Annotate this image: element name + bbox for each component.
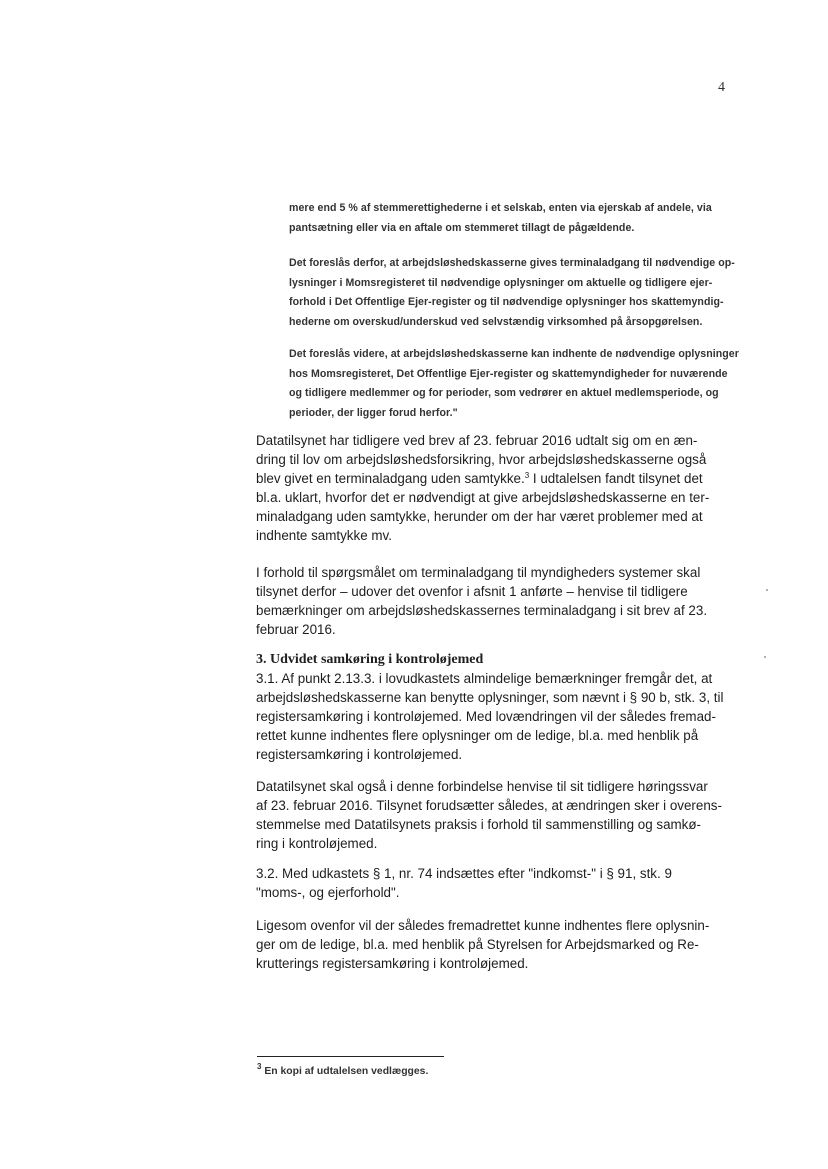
body-paragraph-4 <box>256 777 756 853</box>
body-line: arbejdsløshedskasserne kan benytte oplysninger, som nævnt i § 90 b, stk. 3, til <box>256 690 724 705</box>
quote-paragraph-1 <box>289 199 751 238</box>
body-line: registersamkøring i kontroløjemed. <box>256 747 463 762</box>
body-paragraph-2 <box>256 563 756 639</box>
body-line: ring i kontroløjemed. <box>256 836 378 851</box>
quote-line: hos Momsregisteret, Det Offentlige Ejer-register og skattemyndigheder for nuværende <box>289 367 728 380</box>
quote-line: Det foreslås videre, at arbejdsløshedskasserne kan indhente de nødvendige oplysninger <box>289 348 739 360</box>
scan-speck <box>764 656 766 658</box>
page-number: 4 <box>718 80 725 95</box>
body-line-text: I udtalelsen fandt tilsynet det <box>529 471 703 486</box>
body-line: bl.a. uklart, hvorfor det er nødvendigt at give arbejdsløshedskasserne en ter- <box>256 490 710 505</box>
body-line: dring til lov om arbejdsløshedsforsikring, hvor arbejdsløshedskasserne også <box>256 452 707 467</box>
section-heading: 3. Udvidet samkøring i kontroløjemed <box>256 652 484 667</box>
body-line: stemmelse med Datatilsynets praksis i forhold til sammenstilling og samkø- <box>256 817 702 832</box>
quote-paragraph-2 <box>289 254 751 332</box>
body-line: februar 2016. <box>256 622 336 637</box>
body-line: bemærkninger om arbejdsløshedskassernes terminaladgang i sit brev af 23. <box>256 603 708 618</box>
body-paragraph-5 <box>256 864 756 902</box>
body-line: registersamkøring i kontroløjemed. Med lovændringen vil der således fremad- <box>256 709 716 724</box>
body-paragraph-6 <box>256 916 756 973</box>
body-line: krutterings registersamkøring i kontroløjemed. <box>256 956 529 971</box>
quote-line: mere end 5 % af stemmerettighederne i et selskab, enten via ejerskab af andele, via <box>289 202 712 214</box>
body-line: "moms-, og ejerforhold". <box>256 885 400 900</box>
body-line: ger om de ledige, bl.a. med henblik på Styrelsen for Arbejdsmarked og Re- <box>256 937 699 952</box>
body-line: I forhold til spørgsmålet om terminaladgang til myndigheders systemer skal <box>256 565 701 580</box>
body-line: tilsynet derfor – udover det ovenfor i afsnit 1 anførte – henvise til tidligere <box>256 584 688 599</box>
quote-line: pantsætning eller via en aftale om stemmeret tillagt de pågældende. <box>289 221 635 234</box>
scan-speck <box>766 589 768 591</box>
body-line: minaladgang uden samtykke, herunder om der har været problemer med at <box>256 509 703 524</box>
quote-paragraph-3 <box>289 345 751 423</box>
quote-line: forhold i Det Offentlige Ejer-register og til nødvendige oplysninger hos skattemyndig- <box>289 296 724 308</box>
footnote-reference[interactable]: 3 <box>524 471 530 480</box>
quote-line: lysninger i Momsregisteret til nødvendige oplysninger om aktuelle og tidligere ejer- <box>289 276 713 289</box>
body-line: Datatilsynet skal også i denne forbindelse henvise til sit tidligere høringssvar <box>256 779 708 794</box>
quote-line: Det foreslås derfor, at arbejdsløshedskasserne gives terminaladgang til nødvendige op- <box>289 257 735 269</box>
quote-line: perioder, der ligger forud herfor." <box>289 406 458 419</box>
body-line: af 23. februar 2016. Tilsynet forudsætter således, at ændringen sker i overens- <box>256 798 722 813</box>
footnote-number: 3 <box>257 1062 262 1071</box>
body-paragraph-1 <box>256 431 756 545</box>
footnote-divider <box>257 1056 444 1057</box>
footnote-text: En kopi af udtalelsen vedlægges. <box>264 1066 429 1077</box>
body-line: rettet kunne indhentes flere oplysninger om de ledige, bl.a. med henblik på <box>256 728 699 743</box>
body-line: indhente samtykke mv. <box>256 528 392 543</box>
footnote <box>257 1062 429 1077</box>
body-line: Datatilsynet har tidligere ved brev af 23. februar 2016 udtalt sig om en æn- <box>256 433 698 448</box>
body-line: 3.2. Med udkastets § 1, nr. 74 indsættes efter "indkomst-" i § 91, stk. 9 <box>256 866 672 881</box>
body-line: Ligesom ovenfor vil der således fremadrettet kunne indhentes flere oplysnin- <box>256 918 710 933</box>
body-line <box>256 469 756 488</box>
quote-line: og tidligere medlemmer og for perioder, som vedrører en aktuel medlemsperiode, og <box>289 387 719 399</box>
body-line: 3.1. Af punkt 2.13.3. i lovudkastets almindelige bemærkninger fremgår det, at <box>256 671 713 686</box>
section-3 <box>256 650 756 764</box>
quote-line: hederne om overskud/underskud ved selvstændig virksomhed på årsopgørelsen. <box>289 315 703 328</box>
body-line-text: blev givet en terminaladgang uden samtykke. <box>256 471 525 486</box>
